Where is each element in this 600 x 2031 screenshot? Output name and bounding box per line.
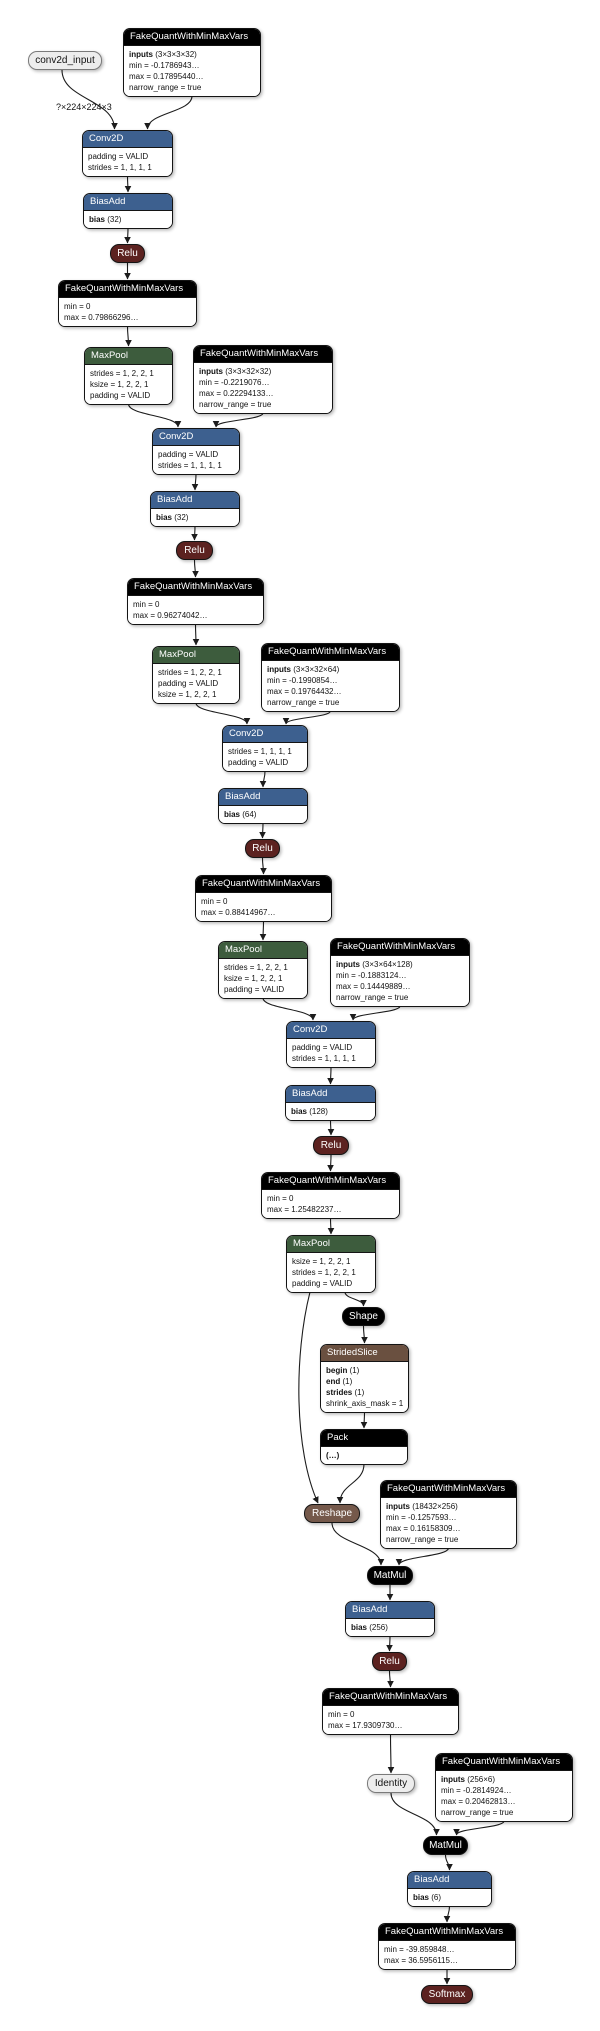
attribute-row: ksize = 1, 2, 2, 1	[224, 974, 283, 983]
attribute-row: bias (32)	[156, 513, 189, 522]
edge-stridedslice-to-pack	[364, 1412, 365, 1428]
node-title: BiasAdd	[151, 492, 239, 509]
node-fakequant-w3[interactable]	[261, 643, 400, 712]
attribute-row: min = -0.2219076…	[199, 378, 270, 387]
node-reshape[interactable]: Reshape	[304, 1504, 360, 1523]
edge-fakequant-w5-to-matmul-1	[399, 1548, 449, 1565]
attribute-row: ksize = 1, 2, 2, 1	[158, 690, 217, 699]
edge-fakequant-w4-to-conv2d-4	[353, 1006, 400, 1020]
node-attributes	[153, 664, 239, 703]
node-shape[interactable]: Shape	[342, 1307, 385, 1326]
node-pack[interactable]	[320, 1429, 408, 1465]
attribute-row: max = 0.79866296…	[64, 313, 139, 322]
edge-pack-to-reshape	[340, 1464, 364, 1503]
attribute-row: max = 36.5956115…	[384, 1956, 458, 1965]
node-title: MaxPool	[219, 942, 307, 959]
edge-maxpool-4-to-reshape	[299, 1292, 318, 1503]
attribute-row: inputs (3×3×32×64)	[267, 665, 340, 674]
node-attributes	[84, 211, 172, 228]
node-biasadd-3[interactable]	[218, 788, 308, 824]
attribute-row: ksize = 1, 2, 2, 1	[90, 380, 149, 389]
node-attributes	[331, 956, 469, 1006]
node-title: FakeQuantWithMinMaxVars	[381, 1481, 516, 1498]
attribute-row: padding = VALID	[224, 985, 285, 994]
edge-fakequant-a2-to-maxpool-2	[196, 624, 197, 645]
node-title: BiasAdd	[286, 1086, 375, 1103]
node-title: StridedSlice	[321, 1345, 408, 1362]
node-title: FakeQuantWithMinMaxVars	[323, 1689, 458, 1706]
node-biasadd-5[interactable]	[345, 1601, 435, 1637]
attribute-row: narrow_range = true	[441, 1808, 514, 1817]
attribute-row: strides (1)	[326, 1388, 365, 1397]
node-softmax[interactable]: Softmax	[421, 1985, 473, 2004]
node-attributes	[194, 363, 332, 413]
attribute-row: narrow_range = true	[267, 698, 340, 707]
attribute-row: ksize = 1, 2, 2, 1	[292, 1257, 351, 1266]
edge-biasadd-4-to-relu-4	[331, 1120, 332, 1135]
node-title: FakeQuantWithMinMaxVars	[262, 1173, 399, 1190]
node-conv2d-2[interactable]	[152, 428, 240, 475]
edge-fakequant-a3-to-maxpool-3	[263, 921, 264, 940]
attribute-row: min = 0	[328, 1710, 355, 1719]
edge-relu-3-to-fakequant-a3	[263, 858, 264, 874]
attribute-row: max = 0.17895440…	[129, 72, 204, 81]
attribute-row: padding = VALID	[228, 758, 289, 767]
node-title: BiasAdd	[84, 194, 172, 211]
node-maxpool-2[interactable]	[152, 646, 240, 704]
node-relu-4[interactable]: Relu	[313, 1136, 349, 1155]
attribute-row: min = -0.1786943…	[129, 61, 200, 70]
node-attributes	[223, 743, 307, 771]
attribute-row: padding = VALID	[90, 391, 151, 400]
node-fakequant-w6[interactable]	[435, 1753, 573, 1822]
edge-shape-to-stridedslice	[364, 1326, 365, 1343]
edge-biasadd-6-to-fakequant-a6	[447, 1906, 450, 1922]
attribute-row: strides = 1, 1, 1, 1	[158, 461, 222, 470]
node-maxpool-4[interactable]	[286, 1235, 376, 1293]
attribute-row: (…)	[326, 1451, 340, 1460]
edge-conv2d-4-to-biasadd-4	[331, 1067, 332, 1084]
attribute-row: inputs (18432×256)	[386, 1502, 458, 1511]
edge-maxpool-4-to-shape	[345, 1292, 364, 1306]
edge-conv2d-2-to-biasadd-2	[195, 474, 196, 490]
node-attributes	[262, 661, 399, 711]
node-biasadd-4[interactable]	[285, 1085, 376, 1121]
attribute-row: narrow_range = true	[386, 1535, 459, 1544]
attribute-row: strides = 1, 2, 2, 1	[292, 1268, 356, 1277]
node-fakequant-a5[interactable]	[322, 1688, 459, 1735]
node-attributes	[196, 893, 331, 921]
node-title: Conv2D	[287, 1022, 375, 1039]
node-attributes	[219, 806, 307, 823]
attribute-row: end (1)	[326, 1377, 353, 1386]
edge-conv2d-3-to-biasadd-3	[263, 771, 265, 787]
node-title: FakeQuantWithMinMaxVars	[196, 876, 331, 893]
attribute-row: strides = 1, 2, 2, 1	[224, 963, 288, 972]
node-fakequant-a2[interactable]	[127, 578, 264, 625]
node-attributes	[287, 1253, 375, 1292]
edge-fakequant-a1-to-maxpool-1	[128, 326, 129, 346]
node-attributes	[262, 1190, 399, 1218]
edge-maxpool-3-to-conv2d-4	[263, 998, 313, 1020]
attribute-row: padding = VALID	[88, 152, 149, 161]
node-relu-5[interactable]: Relu	[372, 1652, 407, 1671]
node-conv2d-1[interactable]	[82, 130, 173, 177]
edge-matmul-2-to-biasadd-6	[446, 1855, 450, 1870]
attribute-row: min = -0.2814924…	[441, 1786, 512, 1795]
node-attributes	[219, 959, 307, 998]
attribute-row: min = 0	[64, 302, 91, 311]
attribute-row: strides = 1, 1, 1, 1	[228, 747, 292, 756]
node-title: BiasAdd	[346, 1602, 434, 1619]
attribute-row: padding = VALID	[292, 1279, 353, 1288]
node-attributes	[321, 1447, 407, 1464]
attribute-row: shrink_axis_mask = 1	[326, 1399, 404, 1408]
edge-relu-5-to-fakequant-a5	[390, 1671, 391, 1687]
attribute-row: max = 17.9309730…	[328, 1721, 403, 1730]
edge-biasadd-5-to-relu-5	[390, 1636, 391, 1651]
attribute-row: strides = 1, 1, 1, 1	[292, 1054, 356, 1063]
node-title: MaxPool	[287, 1236, 375, 1253]
node-matmul-1[interactable]: MatMul	[367, 1566, 413, 1585]
attribute-row: max = 0.96274042…	[133, 611, 208, 620]
node-biasadd-1[interactable]	[83, 193, 173, 229]
attribute-row: strides = 1, 2, 2, 1	[158, 668, 222, 677]
node-fakequant-a1[interactable]	[58, 280, 197, 327]
node-biasadd-6[interactable]	[407, 1871, 492, 1907]
node-stridedslice[interactable]	[320, 1344, 409, 1413]
node-title: MaxPool	[85, 348, 172, 365]
attribute-row: max = 1.25482237…	[267, 1205, 342, 1214]
node-attributes	[286, 1103, 375, 1120]
attribute-row: max = 0.16158309…	[386, 1524, 461, 1533]
attribute-row: min = -0.1257593…	[386, 1513, 457, 1522]
edge-identity-to-matmul-2	[391, 1793, 437, 1835]
node-matmul-2[interactable]: MatMul	[423, 1836, 468, 1855]
node-attributes	[379, 1941, 515, 1969]
node-title: Conv2D	[223, 726, 307, 743]
node-title: Conv2D	[153, 429, 239, 446]
node-fakequant-w5[interactable]	[380, 1480, 517, 1549]
edge-biasadd-3-to-relu-3	[263, 823, 264, 838]
edge-relu-2-to-fakequant-a2	[195, 560, 196, 577]
attribute-row: padding = VALID	[158, 450, 219, 459]
edge-fakequant-w2-to-conv2d-2	[216, 413, 263, 427]
attribute-row: bias (64)	[224, 810, 257, 819]
node-title: Pack	[321, 1430, 407, 1447]
node-title: FakeQuantWithMinMaxVars	[331, 939, 469, 956]
node-conv2d-input[interactable]: conv2d_input	[28, 51, 102, 70]
edge-biasadd-2-to-relu-2	[195, 526, 196, 540]
attribute-row: padding = VALID	[158, 679, 219, 688]
edge-maxpool-1-to-conv2d-2	[129, 404, 179, 427]
attribute-row: inputs (3×3×32×32)	[199, 367, 272, 376]
node-attributes	[287, 1039, 375, 1067]
attribute-row: min = 0	[267, 1194, 294, 1203]
node-title: BiasAdd	[408, 1872, 491, 1889]
node-attributes	[124, 46, 260, 96]
attribute-row: bias (128)	[291, 1107, 328, 1116]
node-title: MaxPool	[153, 647, 239, 664]
attribute-row: padding = VALID	[292, 1043, 353, 1052]
attribute-row: inputs (3×3×3×32)	[129, 50, 197, 59]
node-attributes	[151, 509, 239, 526]
node-attributes	[408, 1889, 491, 1906]
node-fakequant-a3[interactable]	[195, 875, 332, 922]
attribute-row: min = -39.859848…	[384, 1945, 455, 1954]
node-title: FakeQuantWithMinMaxVars	[379, 1924, 515, 1941]
edge-conv2d-input-to-conv2d-1	[62, 70, 115, 129]
edge-fakequant-w6-to-matmul-2	[457, 1821, 505, 1835]
node-fakequant-a4[interactable]	[261, 1172, 400, 1219]
node-fakequant-w2[interactable]	[193, 345, 333, 414]
attribute-row: min = -0.1990854…	[267, 676, 338, 685]
node-attributes	[83, 148, 172, 176]
node-title: BiasAdd	[219, 789, 307, 806]
attribute-row: max = 0.22294133…	[199, 389, 274, 398]
attribute-row: max = 0.19764432…	[267, 687, 342, 696]
node-maxpool-3[interactable]	[218, 941, 308, 999]
node-title: FakeQuantWithMinMaxVars	[59, 281, 196, 298]
node-identity[interactable]: Identity	[367, 1774, 415, 1793]
attribute-row: max = 0.88414967…	[201, 908, 276, 917]
node-conv2d-4[interactable]	[286, 1021, 376, 1068]
attribute-row: max = 0.20462813…	[441, 1797, 516, 1806]
attribute-row: bias (6)	[413, 1893, 442, 1902]
node-attributes	[381, 1498, 516, 1548]
node-attributes	[59, 298, 196, 326]
node-biasadd-2[interactable]	[150, 491, 240, 527]
node-attributes	[436, 1771, 572, 1821]
node-title: FakeQuantWithMinMaxVars	[262, 644, 399, 661]
attribute-row: min = 0	[133, 600, 160, 609]
edge-reshape-to-matmul-1	[332, 1523, 381, 1565]
attribute-row: begin (1)	[326, 1366, 360, 1375]
attribute-row: strides = 1, 2, 2, 1	[90, 369, 154, 378]
edge-maxpool-2-to-conv2d-3	[196, 703, 247, 724]
edge-conv2d-1-to-biasadd-1	[128, 176, 129, 192]
edge-fakequant-w1-to-conv2d-1	[148, 96, 193, 129]
node-fakequant-w4[interactable]	[330, 938, 470, 1007]
attribute-row: strides = 1, 1, 1, 1	[88, 163, 152, 172]
attribute-row: inputs (3×3×64×128)	[336, 960, 413, 969]
node-fakequant-w1[interactable]	[123, 28, 261, 97]
attribute-row: inputs (256×6)	[441, 1775, 496, 1784]
edge-relu-4-to-fakequant-a4	[331, 1155, 332, 1171]
node-title: FakeQuantWithMinMaxVars	[128, 579, 263, 596]
node-relu-1[interactable]: Relu	[110, 244, 145, 263]
node-attributes	[346, 1619, 434, 1636]
tensor-shape-edge-label: ?×224×224×3	[56, 102, 112, 112]
attribute-row: narrow_range = true	[199, 400, 272, 409]
node-relu-2[interactable]: Relu	[176, 541, 213, 560]
attribute-row: min = 0	[201, 897, 228, 906]
attribute-row: narrow_range = true	[129, 83, 202, 92]
node-maxpool-1[interactable]	[84, 347, 173, 405]
node-attributes	[321, 1362, 408, 1412]
node-title: FakeQuantWithMinMaxVars	[436, 1754, 572, 1771]
node-conv2d-3[interactable]	[222, 725, 308, 772]
node-attributes	[153, 446, 239, 474]
node-title: FakeQuantWithMinMaxVars	[124, 29, 260, 46]
attribute-row: bias (32)	[89, 215, 122, 224]
attribute-row: narrow_range = true	[336, 993, 409, 1002]
node-attributes	[323, 1706, 458, 1734]
node-attributes	[128, 596, 263, 624]
edge-biasadd-1-to-relu-1	[128, 228, 129, 243]
node-title: FakeQuantWithMinMaxVars	[194, 346, 332, 363]
attribute-row: bias (256)	[351, 1623, 388, 1632]
node-relu-3[interactable]: Relu	[245, 839, 280, 858]
edge-fakequant-a5-to-identity	[391, 1734, 392, 1773]
attribute-row: max = 0.14449889…	[336, 982, 411, 991]
edge-fakequant-a4-to-maxpool-4	[331, 1218, 332, 1234]
node-attributes	[85, 365, 172, 404]
node-fakequant-a6[interactable]	[378, 1923, 516, 1970]
node-title: Conv2D	[83, 131, 172, 148]
attribute-row: min = -0.1883124…	[336, 971, 407, 980]
edge-fakequant-w3-to-conv2d-3	[286, 711, 331, 724]
